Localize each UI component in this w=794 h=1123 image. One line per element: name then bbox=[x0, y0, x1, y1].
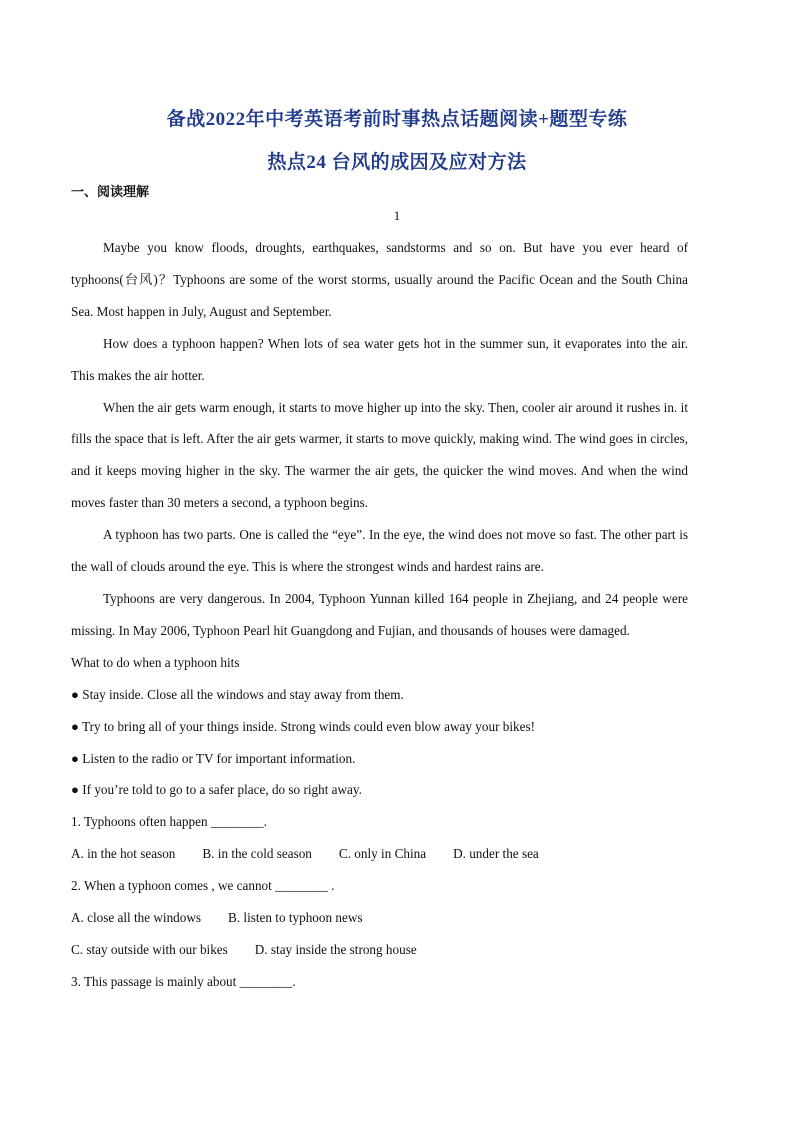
paragraph: Maybe you know floods, droughts, earthquakes, sandstorms and so on. But have you ever heard of typhoons(台风)？Typhoons are some of the worst storms, usually around the Pacific Ocean and the South China Sea. Most happen in July, August and September. bbox=[71, 240, 688, 319]
tip-item: ● Stay inside. Close all the windows and stay away from them. bbox=[71, 686, 404, 702]
option: B. in the cold season bbox=[202, 846, 312, 862]
paragraph: A typhoon has two parts. One is called the “eye”. In the eye, the wind does not move so fast. The other part is the wall of clouds around the eye. This is where the strongest winds and hardest rains are. bbox=[71, 527, 688, 575]
question-2: 2. When a typhoon comes , we cannot ________ . bbox=[71, 878, 335, 894]
section-label: 一、阅读理解 bbox=[71, 185, 150, 200]
question-2-options-row-2 bbox=[71, 934, 688, 966]
tip-item: ● Try to bring all of your things inside. Strong winds could even blow away your bikes! bbox=[71, 718, 535, 734]
option: A. close all the windows bbox=[71, 910, 202, 926]
document-subtitle: 热点24 台风的成因及应对方法 bbox=[267, 152, 527, 173]
option: C. only in China bbox=[338, 846, 427, 862]
document-title: 备战2022年中考英语考前时事热点话题阅读+题型专练 bbox=[166, 109, 628, 130]
option: D. under the sea bbox=[453, 846, 539, 862]
paragraph: Typhoons are very dangerous. In 2004, Typhoon Yunnan killed 164 people in Zhejiang, and 24 people were missing. In May 2006, Typhoon Pearl hit Guangdong and Fujian, and thousands of houses were damaged. bbox=[71, 590, 688, 638]
passage-body bbox=[71, 232, 688, 998]
option: B. listen to typhoon news bbox=[228, 910, 363, 926]
paragraph: How does a typhoon happen? When lots of sea water gets hot in the summer sun, it evaporates into the air. This makes the air hotter. bbox=[71, 335, 688, 383]
tip-item: ● If you’re told to go to a safer place, do so right away. bbox=[71, 782, 362, 798]
question-1: 1. Typhoons often happen ________. bbox=[71, 814, 267, 830]
tips-heading: What to do when a typhoon hits bbox=[71, 654, 240, 670]
passage-number: 1 bbox=[393, 208, 401, 223]
question-3: 3. This passage is mainly about ________. bbox=[71, 973, 296, 989]
question-2-options-row-1 bbox=[71, 902, 688, 934]
option: A. in the hot season bbox=[71, 846, 176, 862]
tip-item: ● Listen to the radio or TV for important information. bbox=[71, 750, 356, 766]
option: C. stay outside with our bikes bbox=[71, 941, 228, 957]
question-1-options bbox=[71, 838, 688, 870]
paragraph: When the air gets warm enough, it starts to move higher up into the sky. Then, cooler air around it rushes in. it fills the space that is left. After the air gets warmer, it starts to move quickly, making wind. The wind goes in circles, and it keeps moving higher in the sky. The warmer the air gets, the quicker the wind moves. And when the wind moves faster than 30 meters a second, a typhoon begins. bbox=[71, 399, 688, 511]
option: D. stay inside the strong house bbox=[254, 941, 417, 957]
